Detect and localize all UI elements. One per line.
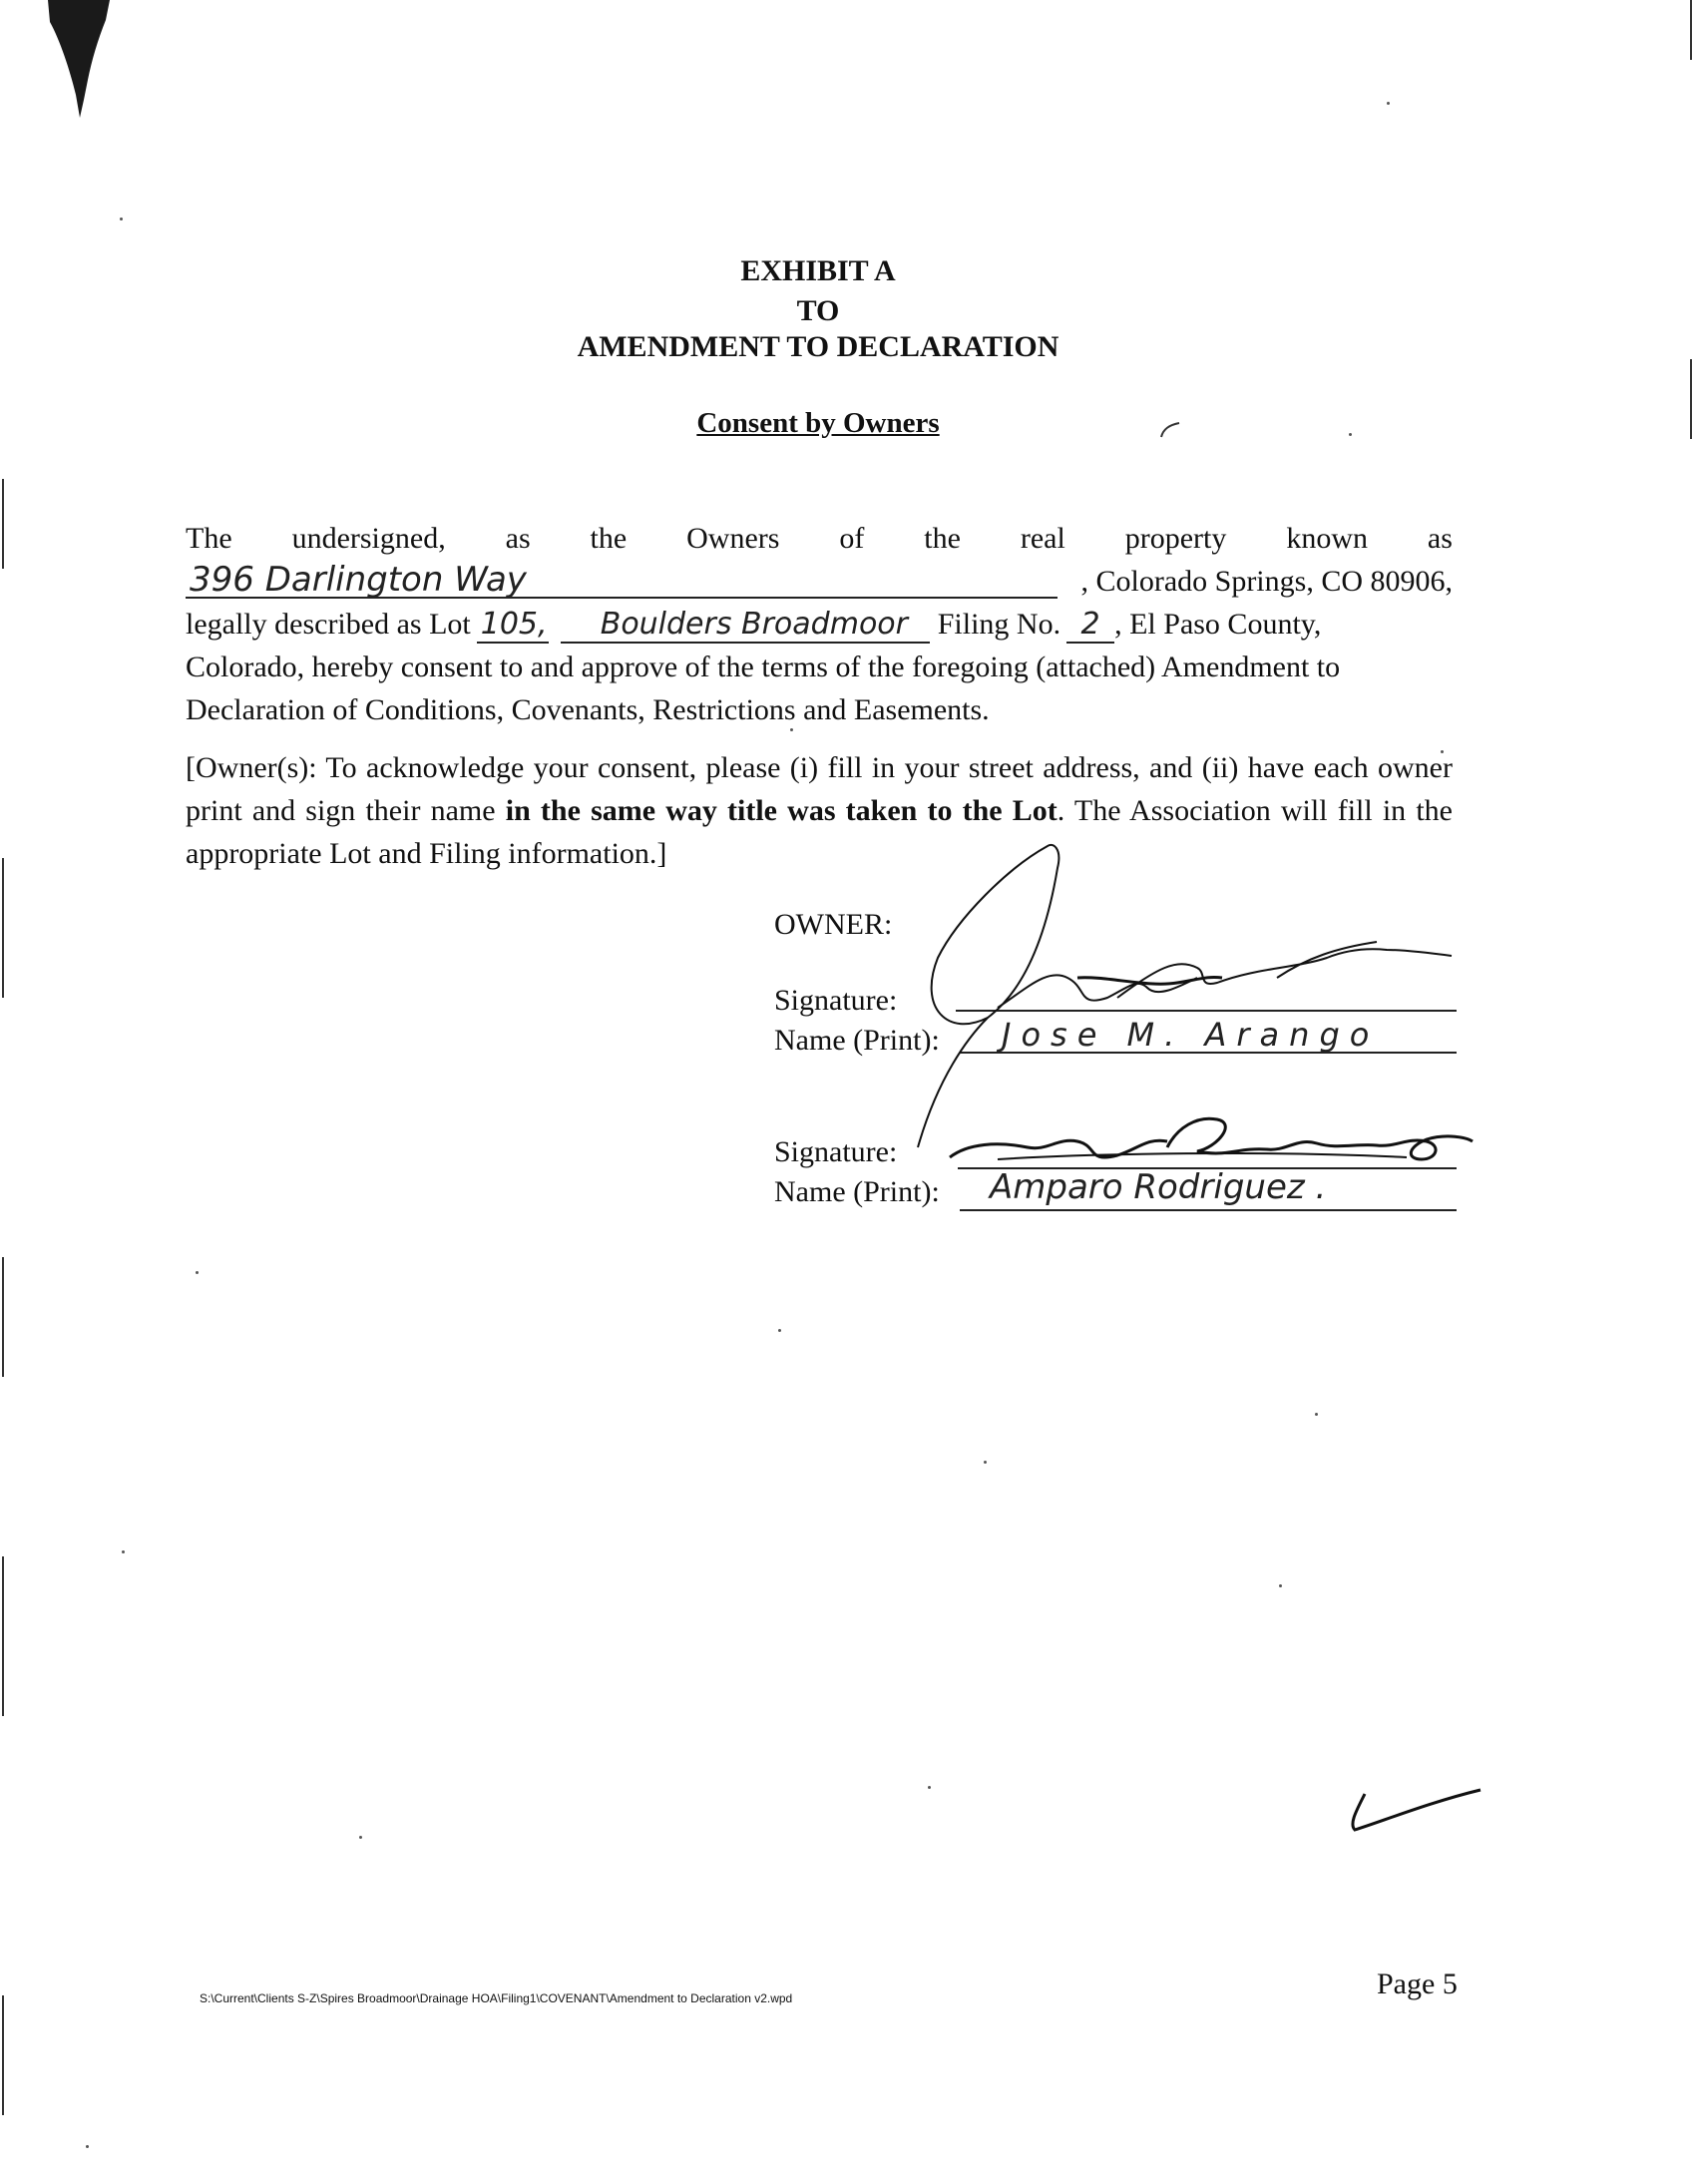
- filing-number-handwritten: 2: [1066, 608, 1114, 644]
- paragraph-line-3: [186, 603, 1453, 646]
- name-print-label: Name (Print):: [774, 1024, 940, 1057]
- paragraph-line-4: Colorado, hereby consent to and approve of the terms of the foregoing (attached) Amendment to: [186, 651, 1341, 683]
- lot-number-handwritten: 105,: [477, 608, 549, 644]
- scan-speck: [928, 1786, 931, 1789]
- amendment-heading: AMENDMENT TO DECLARATION: [577, 330, 1059, 363]
- address-suffix: , Colorado Springs, CO 80906,: [1080, 565, 1453, 598]
- initials-mark: [1341, 1780, 1486, 1840]
- scan-speck: [984, 1461, 987, 1464]
- scan-speck: [359, 1836, 362, 1839]
- consent-paragraph: [186, 517, 1453, 731]
- exhibit-heading: EXHIBIT A: [740, 254, 896, 287]
- scan-edge-mark: [2, 858, 4, 998]
- scan-edge-mark: [2, 1556, 4, 1716]
- instructions-text-end: . The Association will fill in the appropriate Lot and Filing information.]: [186, 794, 1453, 870]
- scan-edge-mark: [2, 479, 4, 569]
- paragraph-line-1: [186, 517, 1453, 560]
- scan-speck: [86, 2145, 89, 2148]
- file-path-footer: S:\Current\Clients S-Z\Spires Broadmoor\Drainage HOA\Filing1\COVENANT\Amendment to Declaration v2.wpd: [200, 1991, 793, 2005]
- consent-title: Consent by Owners: [696, 407, 940, 439]
- legal-prefix: legally described as Lot: [186, 608, 471, 641]
- word: Owners: [686, 522, 780, 555]
- scan-edge-mark: [1690, 359, 1692, 439]
- scan-speck: [120, 218, 123, 220]
- paragraph-line-2: [186, 560, 1453, 603]
- owner2-printed-name: Amparo Rodriguez .: [990, 1167, 1327, 1207]
- paragraph-line-5: Declaration of Conditions, Covenants, Restrictions and Easements.: [186, 693, 990, 726]
- scan-speck: [1387, 102, 1390, 105]
- word: as: [1427, 522, 1453, 555]
- page-number: Page 5: [1377, 1967, 1458, 2000]
- word: the: [924, 522, 961, 555]
- subdivision-handwritten: Boulders Broadmoor: [561, 608, 930, 644]
- word: the: [590, 522, 628, 555]
- street-address-handwritten: 396 Darlington Way: [186, 563, 1058, 599]
- word: of: [839, 522, 865, 555]
- scan-edge-mark: [2, 1995, 4, 2115]
- word: real: [1020, 522, 1065, 555]
- scan-speck: [1315, 1413, 1318, 1416]
- exhibit-heading-to: TO: [796, 294, 840, 327]
- word: The: [186, 522, 232, 555]
- filing-label: Filing No.: [937, 608, 1061, 641]
- name-print-line-2: [960, 1209, 1457, 1211]
- scan-edge-mark: [1690, 0, 1692, 60]
- owner-label: OWNER:: [774, 908, 893, 941]
- county-suffix: , El Paso County,: [1114, 608, 1322, 641]
- signature-label: Signature:: [774, 984, 898, 1017]
- scan-edge-mark: [2, 1257, 4, 1377]
- scan-speck: [778, 1329, 781, 1332]
- word: as: [505, 522, 531, 555]
- instructions-text: [Owner(s): To acknowledge your consent, please (i) fill in your street address, and (ii) have each owner print and sign their name: [186, 751, 1453, 827]
- name-print-label-2: Name (Print):: [774, 1175, 940, 1208]
- instructions-emphasis: in the same way title was taken to the Lot: [505, 794, 1058, 827]
- scan-corner-mark: [40, 0, 120, 130]
- scan-speck: [122, 1550, 125, 1553]
- signature-label-2: Signature:: [774, 1135, 898, 1168]
- owner1-printed-name: Jose M. Arango: [1002, 1016, 1380, 1054]
- word: undersigned,: [291, 522, 446, 555]
- word: known: [1286, 522, 1368, 555]
- owner2-signature: [938, 1107, 1477, 1187]
- scan-speck: [1279, 1584, 1282, 1587]
- scan-speck: [196, 1271, 199, 1274]
- word: property: [1124, 522, 1227, 555]
